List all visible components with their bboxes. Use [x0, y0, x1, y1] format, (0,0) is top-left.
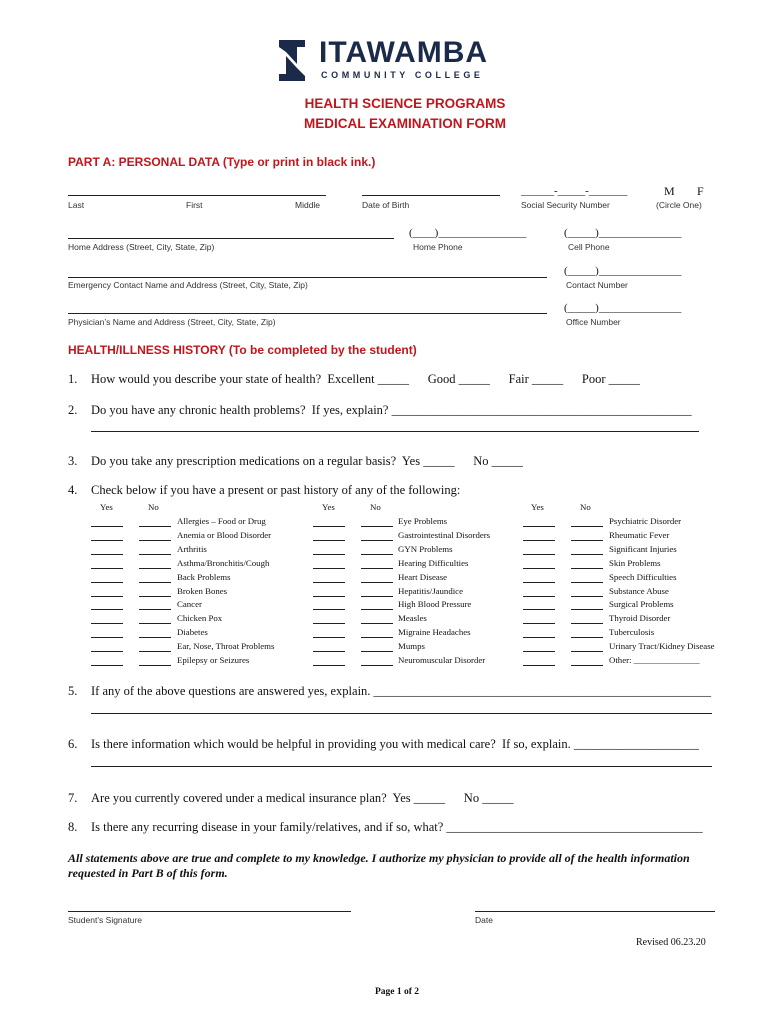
condition-yes-blank[interactable] [91, 568, 123, 569]
condition-yes-blank[interactable] [91, 651, 123, 652]
condition-yes-blank[interactable] [313, 596, 345, 597]
condition-yes-blank[interactable] [313, 609, 345, 610]
revised-date: Revised 06.23.20 [636, 937, 706, 948]
condition-yes-blank[interactable] [91, 623, 123, 624]
q2-number: 2. [68, 403, 78, 417]
condition-label: Diabetes [177, 627, 208, 638]
condition-label: Asthma/Bronchitis/Cough [177, 557, 270, 568]
condition-yes-blank[interactable] [91, 665, 123, 666]
q2-text[interactable]: Do you have any chronic health problems? If yes, explain? ________________________________________________ [91, 403, 692, 417]
condition-no-blank[interactable] [571, 637, 603, 638]
home-address-field[interactable] [68, 238, 394, 239]
q6-number: 6. [68, 737, 78, 751]
condition-yes-blank[interactable] [523, 596, 555, 597]
condition-yes-blank[interactable] [91, 609, 123, 610]
q4-text: Check below if you have a present or past history of any of the following: [91, 483, 461, 497]
condition-yes-blank[interactable] [313, 582, 345, 583]
sex-f-option[interactable]: F [697, 184, 704, 198]
condition-label: Allergies – Food or Drug [177, 516, 266, 526]
condition-no-blank[interactable] [139, 623, 171, 624]
condition-label: Broken Bones [177, 585, 228, 596]
middle-label: Middle [295, 200, 321, 210]
condition-label: Chicken Pox [177, 613, 223, 624]
logo-subtitle: COMMUNITY COLLEGE [321, 70, 484, 80]
condition-no-blank[interactable] [361, 526, 393, 527]
condition-yes-blank[interactable] [313, 623, 345, 624]
condition-label: Skin Problems [609, 557, 661, 568]
condition-label: Migraine Headaches [398, 627, 471, 638]
col1-yes-header: Yes [100, 502, 113, 512]
q7-text[interactable]: Are you currently covered under a medical insurance plan? Yes _____ No _____ [91, 791, 514, 805]
condition-yes-blank[interactable] [523, 665, 555, 666]
q1-text[interactable]: How would you describe your state of health? Excellent _____ Good _____ Fair _____ Poor _____ [91, 372, 640, 386]
condition-label: Rheumatic Fever [609, 529, 670, 540]
condition-no-blank[interactable] [361, 540, 393, 541]
name-field[interactable] [68, 195, 326, 196]
condition-yes-blank[interactable] [313, 665, 345, 666]
date-label: Date [475, 915, 493, 925]
authorization-statement: All statements above are true and complete to my knowledge. I authorize my physician to provide all of the health information requested in Part B of this form. [68, 851, 690, 880]
condition-yes-blank[interactable] [523, 568, 555, 569]
condition-label: Back Problems [177, 571, 231, 582]
last-label: Last [68, 200, 85, 210]
emergency-contact-label: Emergency Contact Name and Address (Street, City, State, Zip) [68, 280, 308, 290]
home-address-label: Home Address (Street, City, State, Zip) [68, 242, 215, 252]
condition-label: Mumps [398, 641, 425, 652]
condition-no-blank[interactable] [571, 582, 603, 583]
q5-number: 5. [68, 684, 78, 698]
condition-no-blank[interactable] [361, 582, 393, 583]
condition-no-blank[interactable] [139, 582, 171, 583]
condition-yes-blank[interactable] [523, 637, 555, 638]
condition-no-blank[interactable] [139, 540, 171, 541]
condition-label: Epilepsy or Seizures [177, 655, 250, 665]
condition-no-blank[interactable] [139, 609, 171, 610]
condition-label: Significant Injuries [609, 543, 677, 554]
condition-no-blank[interactable] [139, 526, 171, 527]
condition-no-blank[interactable] [571, 665, 603, 666]
condition-no-blank[interactable] [361, 623, 393, 624]
q7-number: 7. [68, 791, 78, 805]
q1-number: 1. [68, 372, 78, 386]
condition-no-blank[interactable] [571, 596, 603, 597]
condition-label: Substance Abuse [609, 585, 669, 596]
page-number: Page 1 of 2 [375, 987, 420, 997]
emergency-contact-field[interactable] [68, 277, 547, 278]
condition-label: Cancer [177, 599, 202, 610]
condition-yes-blank[interactable] [91, 526, 123, 527]
condition-yes-blank[interactable] [523, 609, 555, 610]
circle-one-label: (Circle One) [656, 200, 702, 210]
col2-yes-header: Yes [322, 502, 335, 512]
condition-yes-blank[interactable] [313, 637, 345, 638]
q2-answer-line[interactable] [91, 431, 699, 432]
condition-label: Eye Problems [398, 516, 448, 526]
contact-number-label: Contact Number [566, 280, 628, 290]
condition-label: Speech Difficulties [609, 571, 677, 582]
date-line[interactable] [475, 911, 715, 912]
condition-yes-blank[interactable] [523, 623, 555, 624]
condition-yes-blank[interactable] [91, 540, 123, 541]
condition-yes-blank[interactable] [523, 540, 555, 541]
col2-no-header: No [370, 502, 381, 512]
first-label: First [186, 200, 203, 210]
condition-no-blank[interactable] [571, 568, 603, 569]
history-heading: HEALTH/ILLNESS HISTORY (To be completed by the student) [68, 343, 417, 357]
condition-yes-blank[interactable] [523, 582, 555, 583]
condition-label: Surgical Problems [609, 599, 674, 610]
condition-no-blank[interactable] [571, 623, 603, 624]
col3-no-header: No [580, 502, 591, 512]
condition-no-blank[interactable] [139, 665, 171, 666]
part-a-heading: PART A: PERSONAL DATA (Type or print in black ink.) [68, 155, 376, 169]
condition-yes-blank[interactable] [523, 554, 555, 555]
condition-yes-blank[interactable] [91, 637, 123, 638]
condition-no-blank[interactable] [571, 526, 603, 527]
form-title-line2: MEDICAL EXAMINATION FORM [304, 116, 506, 131]
condition-yes-blank[interactable] [91, 596, 123, 597]
condition-yes-blank[interactable] [313, 540, 345, 541]
q6-text[interactable]: Is there information which would be helpful in providing you with medical care? If so, explain. ____________________ [91, 737, 699, 751]
condition-label: Other: _______________ [609, 655, 700, 665]
condition-no-blank[interactable] [571, 609, 603, 610]
ssn-label: Social Security Number [521, 200, 610, 210]
dob-label: Date of Birth [362, 200, 410, 210]
condition-yes-blank[interactable] [313, 651, 345, 652]
logo-name: ITAWAMBA [319, 36, 489, 69]
q8-text[interactable]: Is there any recurring disease in your family/relatives, and if so, what? _________________________________________ [91, 820, 703, 834]
condition-label: GYN Problems [398, 543, 453, 554]
condition-yes-blank[interactable] [523, 526, 555, 527]
condition-no-blank[interactable] [571, 554, 603, 555]
condition-label: Psychiatric Disorder [609, 516, 682, 526]
condition-label: Gastrointestinal Disorders [398, 529, 491, 540]
condition-no-blank[interactable] [139, 554, 171, 555]
signature-line[interactable] [68, 911, 351, 912]
home-phone-field[interactable]: (____)________________ [409, 227, 527, 239]
condition-no-blank[interactable] [361, 651, 393, 652]
condition-no-blank[interactable] [361, 609, 393, 610]
office-number-field[interactable]: (_____)_______________ [564, 302, 682, 314]
condition-no-blank[interactable] [139, 651, 171, 652]
condition-label: Anemia or Blood Disorder [177, 529, 272, 540]
condition-no-blank[interactable] [571, 540, 603, 541]
home-phone-label: Home Phone [413, 242, 463, 252]
office-number-label: Office Number [566, 317, 621, 327]
condition-no-blank[interactable] [361, 596, 393, 597]
q8-number: 8. [68, 820, 78, 834]
condition-label: Thyroid Disorder [609, 613, 671, 624]
condition-no-blank[interactable] [139, 637, 171, 638]
q4-number: 4. [68, 483, 78, 497]
condition-no-blank[interactable] [361, 665, 393, 666]
condition-label: Arthritis [177, 543, 207, 554]
condition-label: High Blood Pressure [398, 599, 472, 610]
sex-m-option[interactable]: M [664, 184, 675, 198]
contact-number-field[interactable]: (_____)_______________ [564, 265, 682, 277]
condition-yes-blank[interactable] [91, 582, 123, 583]
condition-no-blank[interactable] [361, 554, 393, 555]
q6-answer-line[interactable] [91, 766, 712, 767]
condition-yes-blank[interactable] [313, 554, 345, 555]
condition-no-blank[interactable] [571, 651, 603, 652]
col1-no-header: No [148, 502, 159, 512]
q5-text[interactable]: If any of the above questions are answered yes, explain. ______________________________________________________ [91, 684, 712, 698]
condition-label: Ear, Nose, Throat Problems [177, 641, 275, 652]
condition-yes-blank[interactable] [313, 568, 345, 569]
dob-field[interactable] [362, 195, 500, 196]
physician-field[interactable] [68, 313, 547, 314]
condition-no-blank[interactable] [139, 568, 171, 569]
condition-label: Heart Disease [398, 571, 448, 582]
condition-label: Tuberculosis [609, 627, 655, 638]
condition-label: Hearing Difficulties [398, 557, 469, 568]
logo-emblem-icon [275, 38, 315, 82]
q5-answer-line[interactable] [91, 713, 712, 714]
condition-yes-blank[interactable] [523, 651, 555, 652]
cell-phone-field[interactable]: (_____)_______________ [564, 227, 682, 239]
condition-label: Neuromuscular Disorder [398, 655, 486, 665]
college-logo [275, 38, 520, 84]
physician-label: Physician’s Name and Address (Street, City, State, Zip) [68, 317, 276, 327]
condition-label: Hepatitis/Jaundice [398, 585, 463, 596]
signature-label: Student’s Signature [68, 915, 143, 925]
cell-phone-label: Cell Phone [568, 242, 610, 252]
q3-text[interactable]: Do you take any prescription medications on a regular basis? Yes _____ No _____ [91, 454, 523, 468]
condition-no-blank[interactable] [361, 637, 393, 638]
condition-no-blank[interactable] [139, 596, 171, 597]
ssn-field[interactable]: ______-_____-_______ [521, 185, 628, 197]
condition-no-blank[interactable] [361, 568, 393, 569]
condition-yes-blank[interactable] [313, 526, 345, 527]
form-title-line1: HEALTH SCIENCE PROGRAMS [304, 96, 506, 111]
condition-label: Urinary Tract/Kidney Disease [609, 641, 715, 652]
condition-label: Measles [398, 613, 427, 624]
col3-yes-header: Yes [531, 502, 544, 512]
q3-number: 3. [68, 454, 78, 468]
condition-yes-blank[interactable] [91, 554, 123, 555]
